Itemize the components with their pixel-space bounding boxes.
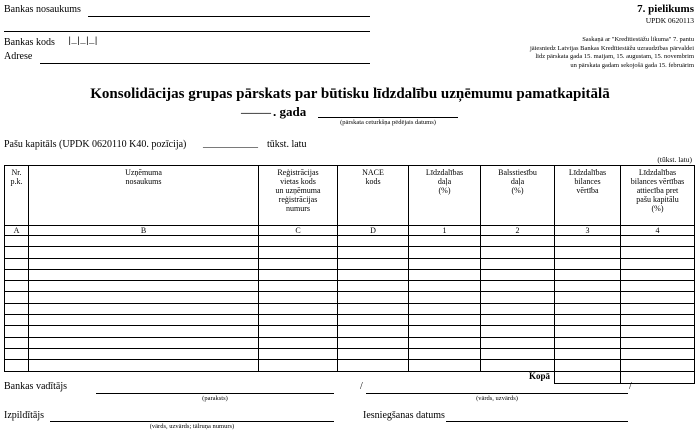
table-row bbox=[5, 360, 695, 371]
col-label: A bbox=[5, 226, 29, 236]
name-caption: (vārds, uzvārds) bbox=[476, 395, 518, 402]
submit-date-label: Iesniegšanas datums bbox=[363, 410, 445, 421]
signature-caption: (paraksts) bbox=[202, 395, 228, 402]
table-row bbox=[5, 315, 695, 326]
bank-name-field-2[interactable] bbox=[4, 31, 370, 32]
header-voting-share: Balsstiesību daļa (%) bbox=[481, 166, 555, 226]
capital-blank[interactable]: ___________ bbox=[203, 138, 258, 149]
col-label: 1 bbox=[409, 226, 481, 236]
legal-line: līdz pārskata gada 15. maijam, 15. augustam, 15. novembrim bbox=[535, 53, 694, 60]
manager-label: Bankas vadītājs bbox=[4, 381, 68, 392]
address-field[interactable] bbox=[40, 63, 370, 64]
appendix-label: 7. pielikums bbox=[637, 3, 694, 15]
col-label: C bbox=[259, 226, 338, 236]
submit-date-field[interactable] bbox=[446, 421, 628, 422]
col-label: 2 bbox=[481, 226, 555, 236]
col-label: B bbox=[29, 226, 259, 236]
bank-code-label: Bankas kods bbox=[4, 37, 55, 48]
unit-note: (tūkst. latu) bbox=[657, 155, 692, 164]
preparer-label: Izpildītājs bbox=[4, 410, 44, 421]
table-row bbox=[5, 269, 695, 280]
address-label: Adrese bbox=[4, 51, 33, 62]
slash-right: / bbox=[629, 381, 632, 392]
col-label: 3 bbox=[555, 226, 621, 236]
capital-unit: tūkst. latu bbox=[267, 139, 307, 150]
table-row bbox=[5, 247, 695, 258]
table-row bbox=[5, 236, 695, 247]
header-company: Uzņēmuma nosaukums bbox=[29, 166, 259, 226]
participation-table bbox=[4, 165, 695, 384]
col-label: 4 bbox=[621, 226, 695, 236]
preparer-caption: (vārds, uzvārds; tālruņa numurs) bbox=[149, 423, 235, 430]
table-row bbox=[5, 337, 695, 348]
total-label: Kopā bbox=[528, 370, 550, 381]
manager-signature-field[interactable] bbox=[96, 393, 334, 394]
col-label: D bbox=[338, 226, 409, 236]
slash-left: / bbox=[360, 381, 363, 392]
bank-code-boxes[interactable]: |_|_|_| bbox=[67, 36, 98, 46]
date-field[interactable] bbox=[318, 117, 458, 118]
table-row bbox=[5, 326, 695, 337]
year-blank[interactable]: ______ bbox=[241, 104, 271, 115]
legal-line: Saskaņā ar "Kredītiestāžu likuma" 7. pantu bbox=[582, 36, 694, 43]
form-code: UPDK 0620113 bbox=[645, 16, 694, 25]
bank-name-field[interactable] bbox=[88, 16, 370, 17]
legal-line: jāiesniedz Latvijas Bankas Kredītiestāžu uzraudzības pārvaldei bbox=[529, 44, 694, 52]
total-value[interactable] bbox=[555, 371, 621, 383]
table-row bbox=[5, 348, 695, 359]
header-ratio: Līdzdalības bilances vērtības attiecība pret pašu kapitālu (%) bbox=[621, 166, 695, 226]
manager-name-field[interactable] bbox=[366, 393, 628, 394]
header-nace: NACE kods bbox=[338, 166, 409, 226]
date-caption: (pārskata ceturkšņa pēdējais datums) bbox=[340, 119, 436, 126]
header-balance-value: Līdzdalības bilances vērtība bbox=[555, 166, 621, 226]
header-registration: Reģistrācijas vietas kods un uzņēmuma reģistrācijas numurs bbox=[259, 166, 338, 226]
capital-label: Pašu kapitāls (UPDK 0620110 K40. pozīcija) bbox=[4, 139, 187, 150]
table-row bbox=[5, 258, 695, 269]
preparer-field[interactable] bbox=[50, 421, 334, 422]
header-nr: Nr. p.k. bbox=[5, 166, 29, 226]
year-word: . gada bbox=[273, 104, 307, 119]
table-row bbox=[5, 292, 695, 303]
legal-basis bbox=[530, 36, 694, 70]
header-participation-share: Līdzdalības daļa (%) bbox=[409, 166, 481, 226]
report-title: Konsolidācijas grupas pārskats par būtisku līdzdalību uzņēmumu pamatkapitālā bbox=[90, 86, 610, 102]
legal-line: un pārskata gadam sekojošā gada 15. februārim bbox=[570, 61, 694, 69]
bank-name-label: Bankas nosaukums bbox=[4, 4, 81, 15]
table-row bbox=[5, 303, 695, 314]
table-row bbox=[5, 281, 695, 292]
